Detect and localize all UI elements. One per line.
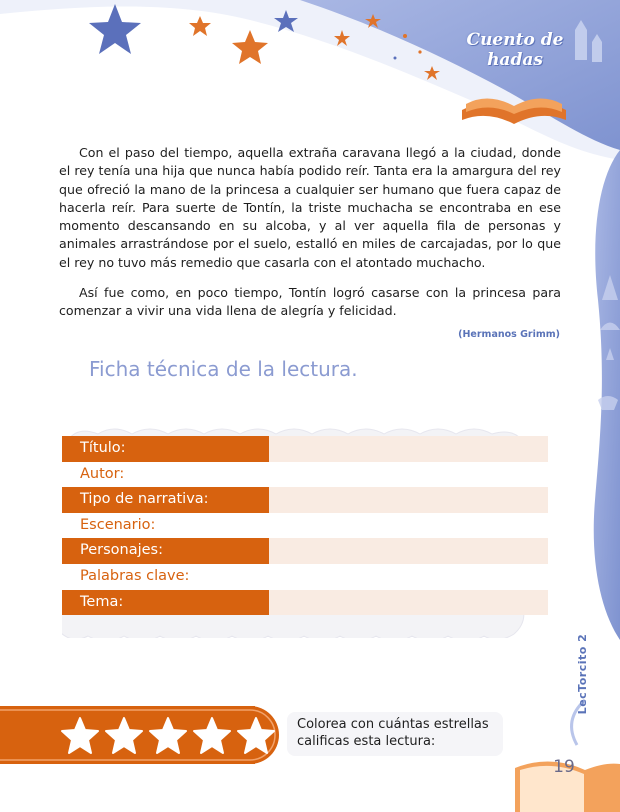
story-text bbox=[59, 144, 561, 333]
story-paragraph: Con el paso del tiempo, aquella extraña caravana llegó a la ciudad, donde el rey tenía una hija que nunca había podido reír. Tanta era la amargura del rey que ofreció la mano de la princesa a cualquier ser humano que fuera capaz de hacerla reír. Para suerte de Tontín, la triste muchacha se encontraba en ese momento descansando en su alcoba, y al ver aquella fila de personas y animales arrastrándose por el suelo, estalló en miles de carcajadas, por lo que el rey no tuvo más remedio que casarla con el atontado muchacho. bbox=[59, 145, 561, 270]
sheet-row bbox=[62, 487, 548, 513]
sheet-row-label: Autor: bbox=[62, 462, 269, 488]
rating-star-icon[interactable] bbox=[236, 716, 276, 756]
sheet-row-field[interactable] bbox=[269, 538, 548, 564]
rating-star-icon[interactable] bbox=[192, 716, 232, 756]
rating-stars bbox=[60, 716, 280, 756]
sheet-row-field[interactable] bbox=[269, 462, 548, 488]
sheet-row-label: Personajes: bbox=[62, 538, 269, 564]
story-author: (Hermanos Grimm) bbox=[458, 329, 560, 340]
rating-star-icon[interactable] bbox=[148, 716, 188, 756]
sheet-row bbox=[62, 462, 548, 488]
sheet-row bbox=[62, 513, 548, 539]
sheet-row-field[interactable] bbox=[269, 564, 548, 590]
sheet-row-label: Palabras clave: bbox=[62, 564, 269, 590]
rating-instruction: Colorea con cuántas estrellas calificas esta lectura: bbox=[287, 712, 503, 756]
rating-star-icon[interactable] bbox=[104, 716, 144, 756]
sheet-row bbox=[62, 436, 548, 462]
sheet-row-field[interactable] bbox=[269, 436, 548, 462]
rating-banner bbox=[0, 706, 281, 764]
sheet-row-label: Tipo de narrativa: bbox=[62, 487, 269, 513]
sheet-row bbox=[62, 590, 548, 616]
rating-star-icon[interactable] bbox=[60, 716, 100, 756]
sheet-row-label: Tema: bbox=[62, 590, 269, 616]
brand-logo bbox=[574, 628, 596, 720]
badge-line-1: Cuento de bbox=[466, 30, 564, 50]
fairy-tale-badge bbox=[460, 30, 570, 70]
sheet-row bbox=[62, 564, 548, 590]
badge-line-2: hadas bbox=[487, 50, 543, 70]
sheet-row bbox=[62, 538, 548, 564]
sheet-row-field[interactable] bbox=[269, 513, 548, 539]
sheet-row-label: Escenario: bbox=[62, 513, 269, 539]
page-number: 19 bbox=[553, 757, 575, 777]
sheet-row-label: Título: bbox=[62, 436, 269, 462]
sheet-row-field[interactable] bbox=[269, 590, 548, 616]
brand-text: LecTorcito 2 bbox=[576, 633, 589, 715]
story-paragraph: Así fue como, en poco tiempo, Tontín logró casarse con la princesa para comenzar a vivir una vida llena de alegría y felicidad. bbox=[59, 285, 561, 319]
section-title: Ficha técnica de la lectura. bbox=[89, 357, 358, 381]
sheet-row-field[interactable] bbox=[269, 487, 548, 513]
